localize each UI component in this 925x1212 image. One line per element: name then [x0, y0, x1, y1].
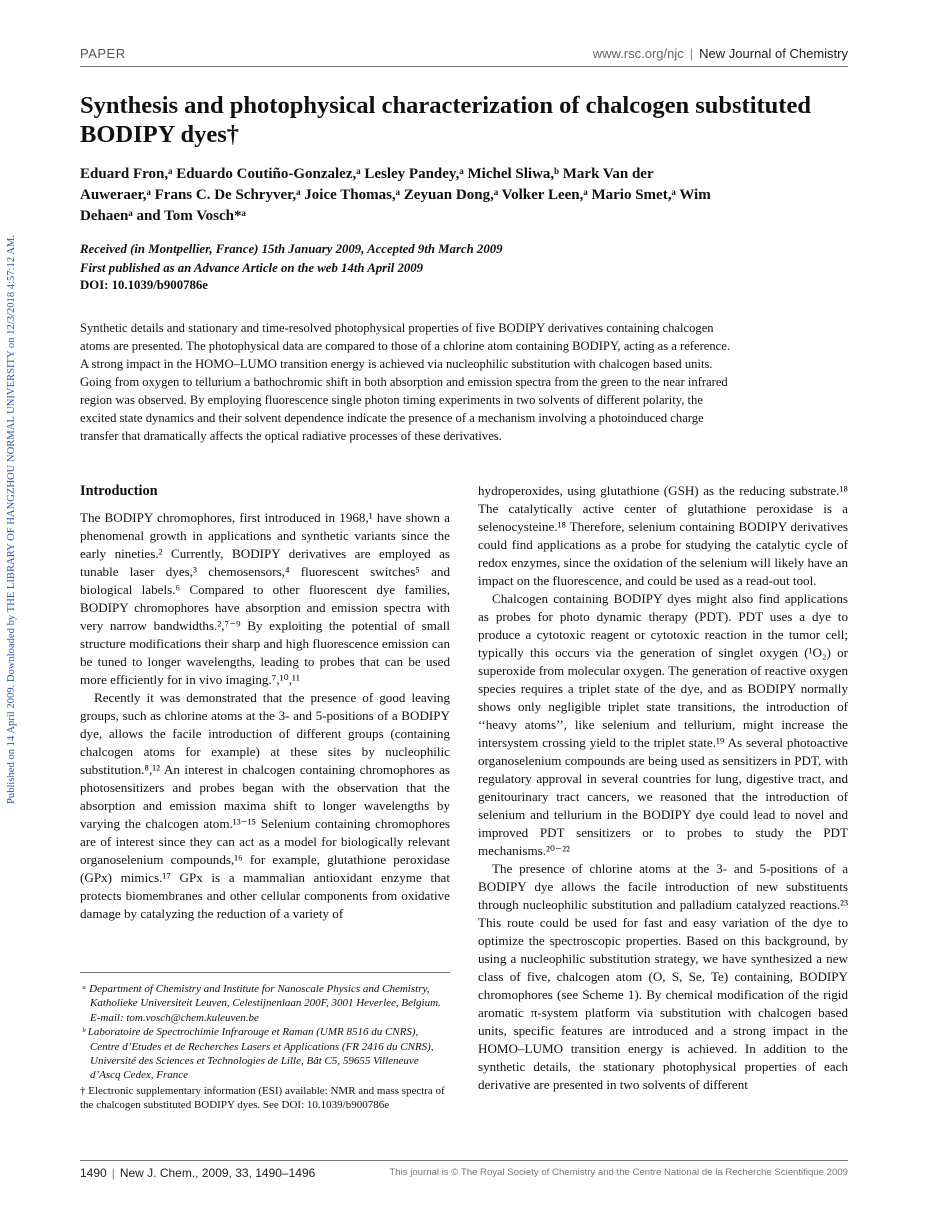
- header-separator: |: [689, 46, 694, 61]
- header-right: [593, 46, 848, 61]
- footer-separator: |: [111, 1166, 115, 1180]
- journal-name: New Journal of Chemistry: [699, 46, 848, 61]
- affiliation-b: ᵇ Laboratoire de Spectrochimie Infrarouge et Raman (UMR 8516 du CNRS), Centre d’Etudes et de Recherches Lasers et Applications (FR 2416 du CNRS), Université des Sciences et Technologies de Lille, Bât C5, 59655 Villeneuve d’Ascq Cedex, France: [82, 1026, 434, 1082]
- download-watermark: Published on 14 April 2009. Downloaded by THE LIBRARY OF HANGZHOU NORMAL UNIVERSITY on 12/3/2018 4:57:12 AM.: [6, 235, 17, 804]
- paragraph: Chalcogen containing BODIPY dyes might also find applications as probes for photo dynamic therapy (PDT). PDT uses a dye to produce a cytotoxic reagent or cytotoxic reaction in the tumor cell; typically this occurs via the generation of singlet oxygen (¹O₂) or superoxide from molecular oxygen. The generation of reactive oxygen species requires a triplet state of the dye, and as BODIPY normally shows only negligible triplet state transitions, the introduction of ‘‘heavy atoms’’, like selenium and tellurium, might increase the intersystem crossing yield to the triplet state.¹⁹ As several photoactive organoselenium compounds are being used as sensitizers in PDT, with regulatory approval in several countries for lung, digestive tract, and genitourinary tract cancers, we reasoned that the introduction of selenium and tellurium in the BODIPY dye could lead to novel and improved PDT sensitizers or to probes to study the PDT mechanisms.²⁰⁻²²: [478, 591, 848, 858]
- right-column: [478, 482, 848, 1094]
- esi-note: † Electronic supplementary information (ESI) available: NMR and mass spectra of the chalcogen substituted BODIPY dyes. See DOI: 10.1039/b900786e: [80, 1084, 445, 1112]
- affiliation-a: ᵃ Department of Chemistry and Institute for Nanoscale Physics and Chemistry, Katholieke Universiteit Leuven, Celestijnenlaan 200F, 3001 Heverlee, Belgium. E-mail: tom.vosch@chem.kuleuven.be: [82, 983, 441, 1024]
- copyright-notice: This journal is © The Royal Society of Chemistry and the Centre National de la Recherche Scientifique 2009: [389, 1167, 848, 1178]
- page-number: 1490: [80, 1166, 107, 1180]
- journal-url-link[interactable]: www.rsc.org/njc: [592, 46, 684, 61]
- received-line: Received (in Montpellier, France) 15th January 2009, Accepted 9th March 2009: [80, 242, 503, 256]
- doi-link[interactable]: DOI: 10.1039/b900786e: [80, 278, 208, 292]
- author-list: Eduard Fron,ᵃ Eduardo Coutiño-Gonzalez,ᵃ Lesley Pandey,ᵃ Michel Sliwa,ᵇ Mark Van der Auweraer,ᵃ Frans C. De Schryver,ᵃ Joice Thomas,ᵃ Zeyuan Dong,ᵃ Volker Leen,ᵃ Mario Smet,ᵃ Wim Dehaenᵃ and Tom Vosch*ᵃ: [80, 166, 711, 224]
- footnote-rule: [80, 972, 450, 973]
- paragraph: The BODIPY chromophores, first introduced in 1968,¹ have shown a phenomenal growth in applications and synthetic variants since the early nineties.² Currently, BODIPY derivatives are employed as tunable laser dyes,³ chemosensors,⁴ fluorescent switches⁵ and biological labels.⁶ Compared to other fluorescent dye families, BODIPY chromophores have absorption and emission spectra with very narrow bandwidths.²,⁷⁻⁹ By exploiting the potential of small structure modifications their sharp and high fluorescence emission can be tuned to longer wavelengths, leading to probes that can be used more efficiently for in vivo imaging.⁷,¹⁰,¹¹: [80, 510, 450, 687]
- footnotes: [80, 982, 450, 1113]
- abstract: Synthetic details and stationary and time-resolved photophysical properties of five BODIPY derivatives containing chalcogen atoms are presented. The photophysical data are compared to those of a chlorine atom containing BODIPY, acting as a reference. A strong impact in the HOMO–LUMO transition energy is achieved via nucleophilic substitution with chalcogen based units. Going from oxygen to tellurium a bathochromic shift in both absorption and emission spectra from the green to the near infrared region was observed. By employing fluorescence single photon timing experiments in two solvents of different polarity, the excited state dynamics and their solvent dependence indicate the presence of a mechanism involving a photoinduced charge transfer that dramatically affects the optical radiative processes of these derivatives.: [80, 321, 730, 443]
- section-label: PAPER: [80, 46, 126, 61]
- received-dates: [80, 240, 680, 278]
- paragraph: The presence of chlorine atoms at the 3- and 5-positions of a BODIPY dye allows the facile introduction of new substituents through nucleophilic substitution and palladium catalyzed reactions.²³ This route could be used for fast and easy variation of the dye to optimize the spectroscopic properties. Based on this background, by using a nucleophilic substitution strategy, we have synthesized a new class of five, chalcogen atom (O, S, Se, Te) containing, BODIPY chromophores (see Scheme 1). By chemical modification of the rigid aromatic π-system platform via substitution with chalcogen based units, specific features are introduced and a strong impact in the HOMO–LUMO transition energy is achieved. In addition to the synthetic details, the stationary photophysical properties of each derivative are presented in two solvents of different: [478, 861, 848, 1092]
- article-title: Synthesis and photophysical characterization of chalcogen substituted BODIPY dyes†: [80, 92, 811, 148]
- section-heading-introduction: Introduction: [80, 483, 158, 499]
- citation: New J. Chem., 2009, 33, 1490–1496: [119, 1166, 316, 1180]
- paragraph: hydroperoxides, using glutathione (GSH) as the reducing substrate.¹⁸ The catalytically active center of glutathione peroxidase is a selenocysteine.¹⁸ Therefore, selenium containing BODIPY derivatives could find applications as a probe for studying the catalytic cycle of redox enzymes, since the oxidation of the selenium will likely have an impact on the fluorescence, and could be used as a read-out tool.: [478, 483, 848, 588]
- left-column: [80, 482, 450, 923]
- paragraph: Recently it was demonstrated that the presence of good leaving groups, such as chlorine atoms at the 3- and 5-positions of a BODIPY dye, allows the facile introduction of different groups (containing chalcogen atoms for example) at these sites by nucleophilic substitution.⁸,¹² An interest in chalcogen containing chromophores as photosensitizers and probes began with the observation that the absorption and emission maxima shift to longer wavelengths by varying the chalcogen atom.¹³⁻¹⁵ Selenium containing chromophores are of interest since they can act as a model for biologically relevant organoselenium compounds,¹⁶ for example, glutathione peroxidase (GPx) mimics.¹⁷ GPx is a mammalian antioxidant enzyme that protects biomembranes and other cellular components from oxidative damage by catalyzing the reduction of a variety of: [80, 690, 450, 921]
- footer-citation: [80, 1166, 315, 1180]
- footer-rule: [80, 1160, 848, 1161]
- header-rule: [80, 66, 848, 67]
- page-header: [80, 44, 848, 66]
- published-line: First published as an Advance Article on the web 14th April 2009: [80, 261, 424, 275]
